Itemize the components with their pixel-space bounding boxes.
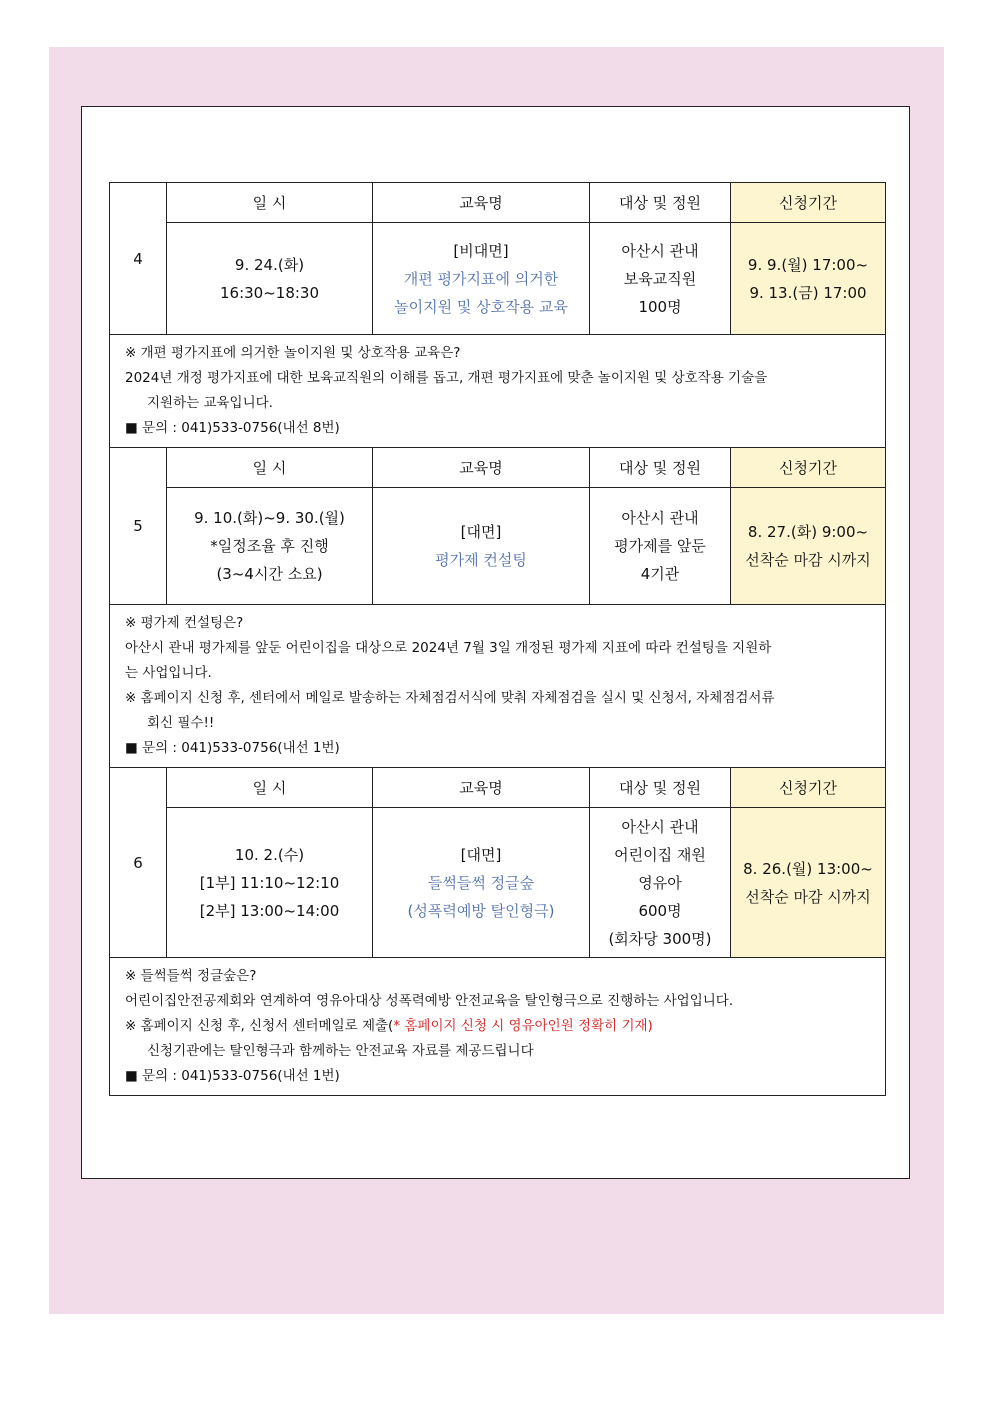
contact-info: ■ 문의 : 041)533-0756(내선 8번): [125, 420, 340, 436]
course-type: [비대면]: [453, 241, 509, 260]
apply-text: 8. 27.(화) 9:00~: [747, 523, 869, 541]
header-row: [110, 448, 886, 488]
course-cell: [373, 488, 590, 605]
target-text: 600명: [638, 901, 682, 920]
target-cell: [590, 808, 731, 958]
header-row: [110, 183, 886, 223]
schedule-table: [109, 182, 886, 1096]
note-description: 지원하는 교육입니다.: [147, 395, 273, 411]
target-text: 아산시 관내: [621, 817, 699, 836]
note-homepage-text: ※ 홈페이지 신청 후, 신청서 센터메일로 제출(: [125, 1018, 394, 1034]
table-row: [110, 488, 886, 605]
target-cell: [590, 488, 731, 605]
table-row: [110, 808, 886, 958]
time-text: [2부] 13:00~14:00: [199, 901, 340, 920]
notes-row: [110, 605, 886, 768]
course-title: 놀이지원 및 상호작용 교육: [394, 297, 568, 316]
notes-row: [110, 335, 886, 448]
target-text: 평가제를 앞둔: [614, 537, 706, 555]
course-title: 들썩들썩 정글숲: [427, 873, 535, 892]
note-homepage: [125, 1014, 875, 1039]
target-text: 아산시 관내: [621, 241, 699, 260]
apply-text: 선착순 마감 시까지: [745, 887, 871, 906]
datetime-cell: [167, 488, 373, 605]
note-homepage: 회신 필수!!: [147, 715, 215, 731]
row-number: 5: [110, 448, 167, 605]
date-note: (3~4시간 소요): [216, 565, 323, 583]
course-title: 개편 평가지표에 의거한: [403, 269, 559, 288]
target-text: (회차당 300명): [608, 929, 712, 948]
course-cell: [373, 808, 590, 958]
course-title: 평가제 컨설팅: [435, 551, 527, 569]
header-course: 교육명: [373, 768, 590, 808]
header-course: 교육명: [373, 448, 590, 488]
header-datetime: 일 시: [167, 768, 373, 808]
apply-cell: [731, 223, 886, 335]
note-question: ※ 평가제 컨설팅은?: [125, 615, 244, 631]
date-text: 9. 24.(화): [234, 255, 305, 274]
notes-row: [110, 958, 886, 1096]
date-note: *일정조율 후 진행: [210, 537, 329, 555]
header-datetime: 일 시: [167, 183, 373, 223]
header-apply: 신청기간: [731, 768, 886, 808]
target-text: 보육교직원: [623, 269, 697, 288]
time-text: [1부] 11:10~12:10: [199, 873, 340, 892]
notes-cell: [110, 605, 886, 768]
target-text: 4기관: [640, 565, 680, 583]
apply-text: 9. 13.(금) 17:00: [749, 283, 867, 302]
target-text: 영유아: [638, 873, 682, 892]
note-homepage-close: ): [647, 1018, 653, 1034]
date-text: 9. 10.(화)~9. 30.(월): [194, 509, 345, 527]
apply-text: 8. 26.(월) 13:00~: [743, 859, 873, 878]
notes-cell: [110, 958, 886, 1096]
date-text: 10. 2.(수): [234, 845, 305, 864]
apply-cell: [731, 808, 886, 958]
note-homepage: ※ 홈페이지 신청 후, 센터에서 메일로 발송하는 자체점검서식에 맞춰 자체점검을 실시 및 신청서, 자체점검서류: [125, 690, 775, 706]
header-datetime: 일 시: [167, 448, 373, 488]
course-type: [대면]: [460, 523, 502, 541]
notes-cell: [110, 335, 886, 448]
apply-text: 선착순 마감 시까지: [745, 551, 871, 569]
row-number: 4: [110, 183, 167, 335]
header-target: 대상 및 정원: [590, 768, 731, 808]
note-homepage: 신청기관에는 탈인형극과 함께하는 안전교육 자료를 제공드립니다: [147, 1043, 534, 1059]
note-question: ※ 들썩들썩 정글숲은?: [125, 968, 257, 984]
target-text: 100명: [638, 297, 682, 316]
table-row: [110, 223, 886, 335]
row-number: 6: [110, 768, 167, 958]
apply-text: 9. 9.(월) 17:00~: [747, 255, 869, 274]
note-question: ※ 개편 평가지표에 의거한 놀이지원 및 상호작용 교육은?: [125, 345, 461, 361]
apply-cell: [731, 488, 886, 605]
header-apply: 신청기간: [731, 183, 886, 223]
note-description: 어린이집안전공제회와 연계하여 영유아대상 성폭력예방 안전교육을 탈인형극으로 진행하는 사업입니다.: [125, 993, 734, 1009]
note-description: 2024년 개정 평가지표에 대한 보육교직원의 이해를 돕고, 개편 평가지표에 맞춘 놀이지원 및 상호작용 기술을: [125, 370, 768, 386]
time-text: 16:30~18:30: [219, 283, 320, 302]
target-text: 어린이집 재원: [614, 845, 706, 864]
datetime-cell: [167, 808, 373, 958]
target-text: 아산시 관내: [621, 509, 699, 527]
header-course: 교육명: [373, 183, 590, 223]
course-title: (성폭력예방 탈인형극): [407, 901, 555, 920]
note-warning: * 홈페이지 신청 시 영유아인원 정확히 기재: [393, 1018, 648, 1034]
target-cell: [590, 223, 731, 335]
contact-info: ■ 문의 : 041)533-0756(내선 1번): [125, 1068, 340, 1084]
course-cell: [373, 223, 590, 335]
header-apply: 신청기간: [731, 448, 886, 488]
datetime-cell: [167, 223, 373, 335]
header-target: 대상 및 정원: [590, 448, 731, 488]
course-type: [대면]: [460, 845, 502, 864]
header-row: [110, 768, 886, 808]
note-description: 는 사업입니다.: [125, 665, 212, 681]
contact-info: ■ 문의 : 041)533-0756(내선 1번): [125, 740, 340, 756]
header-target: 대상 및 정원: [590, 183, 731, 223]
note-description: 아산시 관내 평가제를 앞둔 어린이집을 대상으로 2024년 7월 3일 개정된 평가제 지표에 따라 컨설팅을 지원하: [125, 640, 772, 656]
